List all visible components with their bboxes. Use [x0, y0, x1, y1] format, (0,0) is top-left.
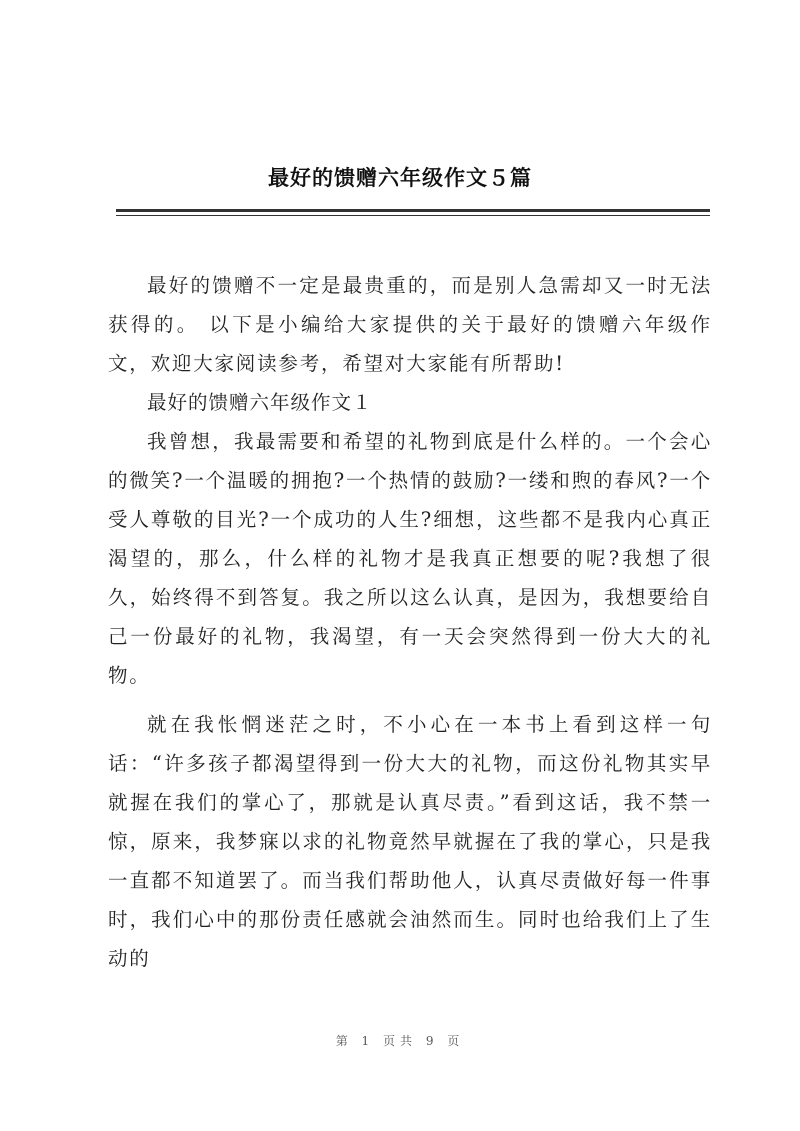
intro-paragraph: 最好的馈赠不一定是最贵重的，而是别人急需却又一时无法获得的。 以下是小编给大家提供的关于最好的馈赠六年级作文，欢迎大家阅读参考，希望对大家能有所帮助!	[108, 274, 712, 375]
section-heading: 最好的馈赠六年级作文１	[147, 391, 373, 414]
title-rule-thick	[116, 209, 710, 212]
page-number: 第 1 页共 9 页	[335, 1034, 465, 1048]
title-rule-thin	[116, 215, 710, 216]
document-title: 最好的馈赠六年级作文５篇	[268, 165, 532, 190]
body-paragraph-2: 就在我怅惘迷茫之时，不小心在一本书上看到这样一句话：“许多孩子都渴望得到一份大大的礼物，而这份礼物其实早就握在我们的掌心了，那就是认真尽责。”看到这话，我不禁一惊，原来，我梦寐以求的礼物竟然早就握在了我的掌心，只是我一直都不知道罢了。而当我们帮助他人，认真尽责做好每一件事时，我们心中的那份责任感就会油然而生。同时也给我们上了生动的	[108, 713, 712, 970]
body-paragraph-1: 我曾想，我最需要和希望的礼物到底是什么样的。一个会心的微笑?一个温暖的拥抱?一个热情的鼓励?一缕和煦的春风?一个受人尊敬的目光?一个成功的人生?细想，这些都不是我内心真正渴望的，那么，什么样的礼物才是我真正想要的呢?我想了很久，始终得不到答复。我之所以这么认真，是因为，我想要给自己一份最好的礼物，我渴望，有一天会突然得到一份大大的礼物。	[108, 430, 712, 687]
paragraph-gap	[108, 695, 712, 705]
document-body	[108, 266, 712, 978]
